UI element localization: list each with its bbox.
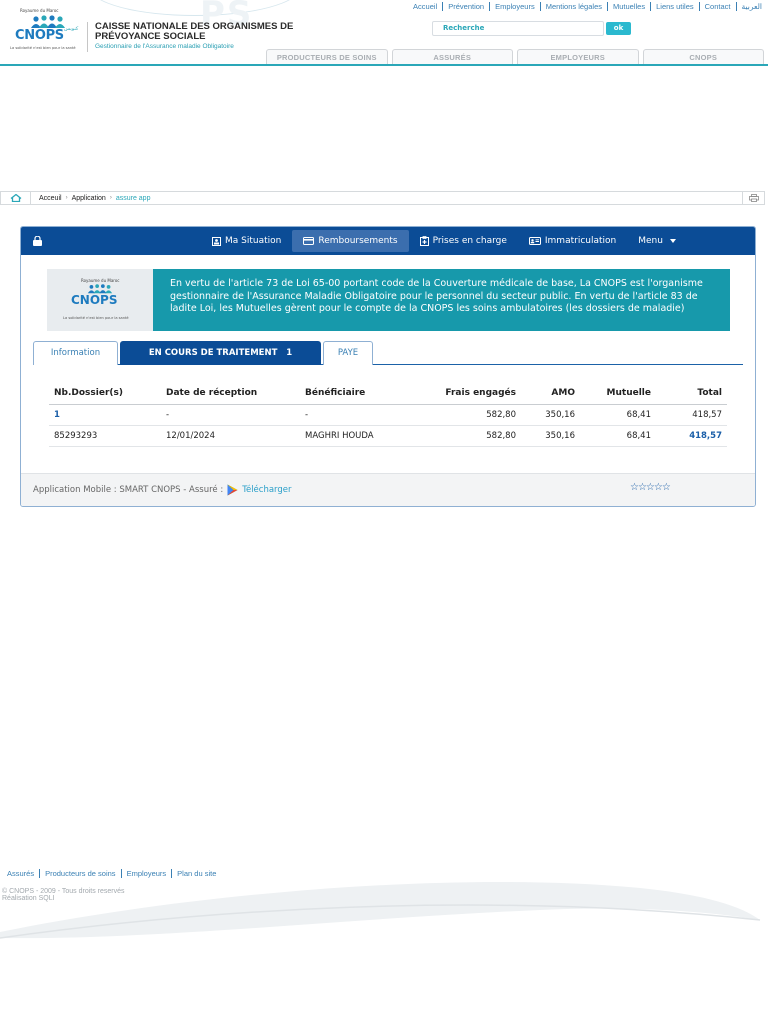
tab-paye[interactable]: PAYE [323, 341, 373, 365]
column-header: Frais engagés [424, 382, 521, 404]
top-link-prevention[interactable]: Prévention [443, 2, 490, 11]
credit-text: Réalisation SQLI [2, 895, 55, 902]
breadcrumb-item-application[interactable]: Application [71, 194, 106, 202]
app-panel [20, 226, 756, 507]
total-amount-link[interactable]: 418,57 [656, 425, 727, 446]
mobile-app-text: Application Mobile : SMART CNOPS - Assuré : [33, 485, 224, 495]
footer-link-plan-du-site[interactable]: Plan du site [171, 869, 221, 878]
footer-link-producteurs[interactable]: Producteurs de soins [39, 869, 120, 878]
banner-logo [47, 269, 153, 331]
nav-ma-situation-label: Ma Situation [225, 236, 282, 246]
table-cell: 68,41 [580, 425, 656, 446]
footer-link-assures[interactable]: Assurés [7, 869, 35, 878]
organization-title: CAISSE NATIONALE DES ORGANISMES DE PRÉVOYANCE SOCIALE [95, 21, 294, 42]
header-arc-decoration [90, 0, 300, 16]
table-cell: 68,41 [580, 404, 656, 425]
main-tab-cnops[interactable]: CNOPS [643, 49, 765, 64]
breadcrumb-item-accueil[interactable]: Acceuil [39, 194, 62, 202]
banner-logo-kingdom: Royaume du Maroc [81, 278, 120, 283]
tab-information[interactable]: Information [33, 341, 118, 365]
table-cell: MAGHRI HOUDA [300, 425, 424, 446]
table-cell: 582,80 [424, 404, 521, 425]
site-header [0, 0, 768, 66]
top-link-contact[interactable]: Contact [700, 2, 737, 11]
main-tab-producteurs[interactable]: PRODUCTEURS DE SOINS [266, 49, 388, 64]
info-banner [47, 269, 730, 331]
google-play-icon[interactable] [227, 484, 238, 496]
top-link-mentions-legales[interactable]: Mentions légales [541, 2, 608, 11]
top-link-accueil[interactable]: Accueil [408, 2, 443, 11]
column-header: AMO [521, 382, 580, 404]
nav-menu-dropdown[interactable] [627, 230, 687, 252]
footer-copyright [2, 888, 125, 902]
nav-immatriculation[interactable] [518, 230, 627, 252]
table-summary-row [49, 404, 727, 425]
print-icon[interactable] [742, 192, 764, 204]
footer-swoosh-decoration [0, 870, 768, 940]
app-navbar [21, 227, 755, 255]
nav-remboursements-label: Remboursements [318, 236, 398, 246]
breadcrumb-separator-icon: › [65, 195, 68, 201]
top-link-liens-utiles[interactable]: Liens utiles [651, 2, 700, 11]
breadcrumb [0, 191, 765, 205]
column-header: Total [656, 382, 727, 404]
column-header: Nb.Dossier(s) [49, 382, 161, 404]
logo-arabic-name: كنوبس [64, 26, 79, 32]
tab-en-cours-de-traitement[interactable]: EN COURS DE TRAITEMENT 1 [120, 341, 321, 365]
logo-kingdom-text: Royaume du Maroc [20, 8, 59, 13]
column-header: Bénéficiaire [300, 382, 424, 404]
hospital-icon [420, 236, 429, 246]
organization-block [87, 22, 295, 52]
table-cell: 350,16 [521, 404, 580, 425]
column-header: Mutuelle [580, 382, 656, 404]
address-card-icon [529, 237, 541, 245]
cnops-logo[interactable] [6, 8, 84, 54]
nav-remboursements[interactable] [292, 230, 408, 252]
lock-icon[interactable] [32, 236, 43, 246]
nav-prises-en-charge[interactable] [409, 230, 518, 252]
caret-down-icon [670, 239, 676, 243]
main-navigation [266, 49, 764, 64]
footer-links [2, 869, 221, 878]
search-button[interactable]: ok [606, 22, 631, 35]
status-tabs [33, 341, 743, 365]
main-tab-assures[interactable]: ASSURÉS [392, 49, 514, 64]
logo-slogan: La solidarité n'est bien pour la santé [10, 46, 76, 50]
top-link-employeurs[interactable]: Employeurs [490, 2, 541, 11]
nav-ma-situation[interactable] [201, 230, 292, 252]
footer-link-employeurs[interactable]: Employeurs [121, 869, 172, 878]
nav-immatriculation-label: Immatriculation [544, 236, 617, 246]
header-watermark: PS [200, 0, 254, 34]
id-card-icon [212, 237, 221, 246]
main-tab-employeurs[interactable]: EMPLOYEURS [517, 49, 639, 64]
reimbursement-table [49, 382, 727, 447]
logo-name: CNOPS [15, 28, 64, 43]
table-cell: 12/01/2024 [161, 425, 300, 446]
search-form [432, 21, 632, 36]
panel-footer [21, 473, 755, 506]
dossier-count-link[interactable]: 1 [49, 404, 161, 425]
top-link-arabic[interactable]: العربية [741, 2, 762, 11]
copyright-text: © CNOPS - 2009 - Tous droits reservés [2, 888, 125, 895]
table-row[interactable] [49, 425, 727, 446]
rating-stars[interactable]: ☆☆☆☆☆ [630, 482, 670, 493]
banner-logo-slogan: La solidarité n'est bien pour la santé [63, 316, 129, 320]
table-cell: 418,57 [656, 404, 727, 425]
banner-logo-name: CNOPS [71, 293, 118, 307]
organization-subtitle: Gestionnaire de l'Assurance maladie Obligatoire [95, 43, 234, 50]
search-input[interactable]: Recherche [432, 21, 604, 36]
top-link-mutuelles[interactable]: Mutuelles [608, 2, 651, 11]
credit-card-icon [303, 237, 314, 245]
banner-text: En vertu de l'article 73 de Loi 65-00 portant code de la Couverture médicale de base, La CNOPS est l'organisme gestionnaire de l'Assurance Maladie Obligatoire pour le personnel du secteur public. En vertu de l'article 83 de ladite Loi, les Mutuelles gèrent pour le compte de la CNOPS les soins ambulatoires (les dossiers de maladie) [170, 278, 703, 314]
column-header: Date de réception [161, 382, 300, 404]
table-cell: 85293293 [49, 425, 161, 446]
table-cell: 582,80 [424, 425, 521, 446]
home-icon[interactable] [1, 192, 31, 204]
table-cell: - [300, 404, 424, 425]
breadcrumb-separator-icon: › [109, 195, 112, 201]
people-icon [28, 15, 68, 29]
download-link[interactable]: Télécharger [242, 485, 292, 495]
table-header-row [49, 382, 727, 404]
top-links [408, 2, 762, 11]
nav-menu-label: Menu [638, 236, 663, 246]
breadcrumb-item-current: assure app [115, 194, 151, 202]
table-cell: - [161, 404, 300, 425]
nav-prises-en-charge-label: Prises en charge [432, 236, 507, 246]
table-cell: 350,16 [521, 425, 580, 446]
